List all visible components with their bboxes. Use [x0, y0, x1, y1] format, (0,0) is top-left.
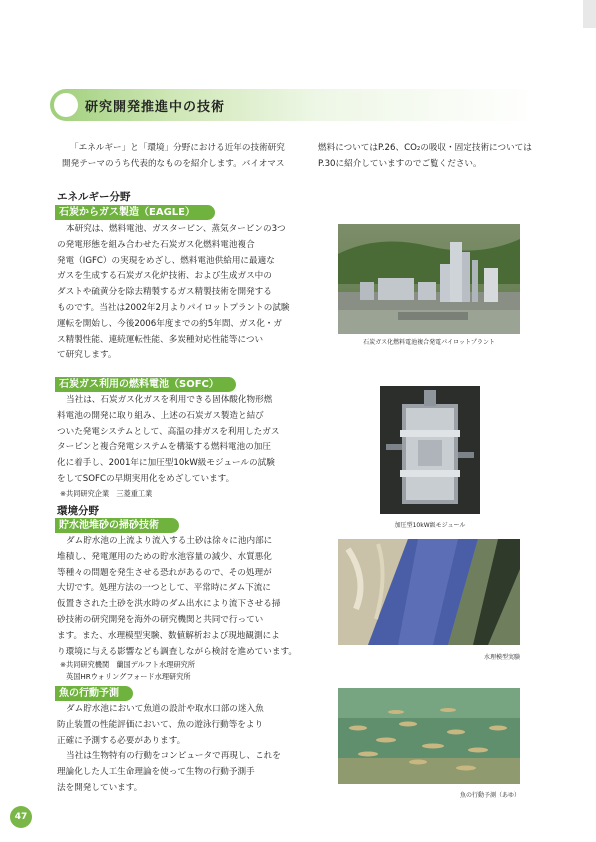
- intro-line: 開発テーマのうち代表的なものを紹介します。バイオマス: [62, 159, 285, 169]
- body-line: 砂技術の研究開発を海外の研究機関と共同で行ってい: [57, 614, 264, 625]
- hydraulic-model-photo: [338, 539, 520, 645]
- body-line: 理論化した人工生命理論を使って生物の行動予測手: [57, 767, 255, 778]
- banner-circle: [54, 93, 78, 117]
- body-line: ついた発電システムとして、高温の排ガスを利用したガス: [57, 426, 280, 437]
- body-line: 料電池の開発に取り組み、上述の石炭ガス製造と結び: [57, 410, 264, 421]
- subsection-title-fish: 魚の行動予測: [55, 686, 133, 701]
- body-line: 当社は生物特有の行動をコンピュータで再現し、これを: [66, 751, 281, 762]
- body-line: ダム貯水池において魚道の設計や取水口部の迷入魚: [66, 704, 264, 714]
- section-heading-energy: エネルギー分野: [57, 191, 131, 203]
- body-line: ス精製性能、連続運転性能、多炭種対応性能等につい: [57, 334, 264, 345]
- body-line: 法を開発しています。: [57, 782, 143, 793]
- pilot-plant-caption: 石炭ガス化燃料電池複合発電パイロットプラント: [363, 339, 495, 346]
- corner-tab: [583, 0, 596, 28]
- body-line: て研究します。: [57, 350, 117, 361]
- intro-left: [62, 140, 285, 172]
- body-line: 当社は、石炭ガス化ガスを利用できる固体酸化物形燃: [66, 395, 273, 405]
- intro-line: P.30に紹介していますのでご覧ください。: [318, 159, 482, 169]
- body-line: 運転を開始し、今後2006年度までの約5年間、ガス化・ガ: [57, 318, 282, 329]
- page-title-banner: [50, 89, 538, 121]
- body-line: 堆積し、発電運用のための貯水池容量の減少、水質悪化: [57, 551, 272, 562]
- body-line: り環境に与える影響なども調査しながら検討を進めています。: [57, 646, 297, 657]
- body-line: 正確に予測する必要があります。: [57, 735, 186, 746]
- sediment-note: [60, 659, 195, 683]
- body-line: 仮置きされた土砂を洪水時のダム出水により流下させる掃: [57, 599, 281, 610]
- body-line: 発電（IGFC）の実現をめざし、燃料電池供給用に最適な: [57, 255, 275, 266]
- fish-photo: [338, 688, 520, 784]
- body-line: ダストや硫黄分を除去精製するガス精製技術を開発する: [57, 287, 272, 298]
- body-line: をしてSOFCの早期実用化をめざしています。: [57, 473, 235, 484]
- body-line: 大切です。処理方法の一つとして、平常時にダム下流に: [57, 583, 271, 594]
- body-line: 本研究は、燃料電池、ガスタービン、蒸気タービンの3つ: [66, 224, 286, 234]
- section-heading-environment: 環境分野: [57, 505, 99, 517]
- subsection-title-eagle: 石炭からガス製造（EAGLE）: [55, 205, 215, 220]
- subsection-title-sediment: 貯水池堆砂の掃砂技術: [55, 518, 179, 533]
- pilot-plant-photo: [338, 224, 520, 334]
- sediment-body: [57, 534, 297, 660]
- sofc-note: ※共同研究企業 三菱重工業: [60, 489, 153, 498]
- body-line: 化に着手し、2001年に加圧型10kW級モジュールの試験: [57, 458, 275, 469]
- sofc-module-caption: 加圧型10kW級モジュール: [394, 522, 466, 529]
- page-title: 研究開発推進中の技術: [85, 100, 226, 115]
- note-line: ※共同研究機関 蘭国デルフト水理研究所: [60, 660, 196, 669]
- fish-caption: 魚の行動予測（あゆ）: [459, 792, 520, 799]
- note-line: 英国HRウォリングフォード水理研究所: [66, 672, 191, 681]
- body-line: ます。また、水理模型実験、数値解析および現地観測によ: [57, 630, 280, 641]
- sofc-module-photo: [380, 386, 480, 514]
- body-line: ものです。当社は2002年2月よりパイロットプラントの試験: [57, 302, 290, 313]
- body-line: 等種々の問題を発生させる恐れがあるので、その処理が: [57, 567, 272, 578]
- eagle-body: [57, 222, 289, 364]
- body-line: ダム貯水池の上流より流入する土砂は徐々に池内部に: [66, 536, 273, 546]
- intro-right: [318, 140, 532, 172]
- intro-line: 燃料についてはP.26、CO₂の吸収・固定技術については: [318, 143, 532, 153]
- body-line: タービンと複合発電システムを構築する燃料電池の加圧: [57, 442, 271, 453]
- sofc-body: [57, 393, 279, 488]
- fish-body: [57, 702, 281, 797]
- body-line: ガスを生成する石炭ガス化炉技術、および生成ガス中の: [57, 271, 272, 282]
- subsection-title-sofc: 石炭ガス利用の燃料電池（SOFC）: [55, 377, 236, 392]
- body-line: 防止装置の性能評価において、魚の遊泳行動等をより: [57, 719, 264, 730]
- hydraulic-model-caption: 水理模型実験: [483, 654, 520, 661]
- page-number: 47: [10, 806, 32, 828]
- body-line: の発電形態を組み合わせた石炭ガス化燃料電池複合: [57, 239, 255, 250]
- intro-line: 「エネルギー」と「環境」分野における近年の技術研究: [70, 143, 285, 153]
